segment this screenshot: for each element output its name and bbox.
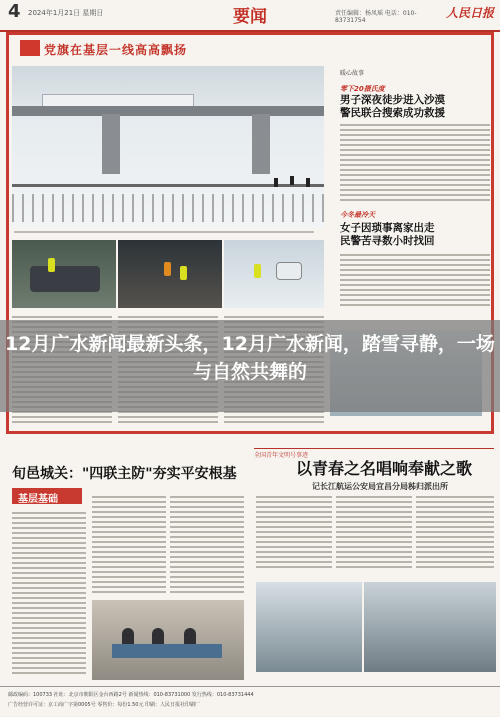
- article-column: [416, 496, 494, 571]
- page-footer: [0, 686, 500, 717]
- article-column: [336, 496, 412, 571]
- photo-meeting: [92, 600, 244, 680]
- overlay-title-text: 12月广水新闻最新头条，12月广水新闻，踏雪寻静，一场与自然共舞的: [5, 333, 495, 383]
- table-shape: [112, 644, 222, 658]
- article-column: [92, 496, 166, 596]
- section-tag: [12, 488, 82, 504]
- section-tag-label: 基层基础: [18, 494, 58, 505]
- story-body: [340, 254, 490, 309]
- officer-figure: [254, 264, 261, 278]
- newspaper-logo: 人民日报: [446, 6, 495, 20]
- column-label: 暖心故事: [340, 70, 365, 77]
- worker-figure: [274, 178, 278, 187]
- bridge-pillar: [102, 114, 120, 174]
- story-body: [340, 124, 490, 204]
- page-number: 4: [8, 1, 21, 22]
- footer-line: 邮政编码：100733 社址：北京市朝阳区金台西路2号 新闻热线：010-83731000 发行热线：010-83731444: [8, 692, 254, 698]
- story-headline: 男子深夜徒步进入沙漠 警民联合搜索成功救援: [340, 94, 445, 119]
- party-flag-icon: [20, 40, 40, 56]
- overlay-title: [0, 330, 500, 386]
- worker-figure: [306, 178, 310, 187]
- bridge-pillar: [252, 114, 270, 174]
- article-column: [256, 496, 332, 571]
- page-date: 2024年1月21日 星期日: [28, 9, 104, 17]
- officer-figure: [48, 258, 55, 272]
- page-header: [0, 0, 500, 32]
- section-title: 要闻: [233, 7, 267, 27]
- story-headline: 旬邑城关："四联主防"夯实平安根基: [12, 466, 237, 482]
- photo-snow-road: [224, 240, 324, 308]
- main-photo-snow-railway: [12, 66, 324, 228]
- bridge-shape: [12, 106, 324, 116]
- story-kicker: 今冬最冷天: [340, 211, 375, 219]
- banner-title: 党旗在基层一线高高飘扬: [44, 43, 188, 57]
- editor-info: 责任编辑：杨凤瑶 电话：010-83731754: [335, 10, 417, 24]
- photo-police-car: [12, 240, 116, 308]
- article-column: [12, 512, 86, 677]
- section-divider: [254, 448, 494, 449]
- car-shape: [30, 266, 100, 292]
- story-headline: 以青春之名唱响奉献之歌: [296, 459, 473, 478]
- main-photo-caption: [14, 229, 324, 233]
- column-label: 全国青年文明号事迹: [254, 452, 309, 459]
- photo-river-rescue: [364, 582, 496, 672]
- fence-shape: [12, 194, 324, 222]
- officer-figure: [180, 266, 187, 280]
- photo-snow-vehicle: [256, 582, 362, 672]
- officer-figure: [164, 262, 171, 276]
- photo-night-rescue: [118, 240, 222, 308]
- car-shape: [276, 262, 302, 280]
- feature-banner: [20, 40, 220, 58]
- article-column: [170, 496, 244, 596]
- worker-figure: [290, 176, 294, 185]
- story-headline: 女子因琐事离家出走 民警苦寻数小时找回: [340, 222, 435, 247]
- footer-line: 广告经营许可证：京工商广字第0005号 零售价：每份1.50元 印刷：人民日报社印刷厂: [8, 702, 201, 708]
- story-subheadline: 记长江航运公安局宜昌分局秭归派出所: [312, 482, 448, 491]
- story-kicker: 零下20摄氏度: [340, 85, 385, 93]
